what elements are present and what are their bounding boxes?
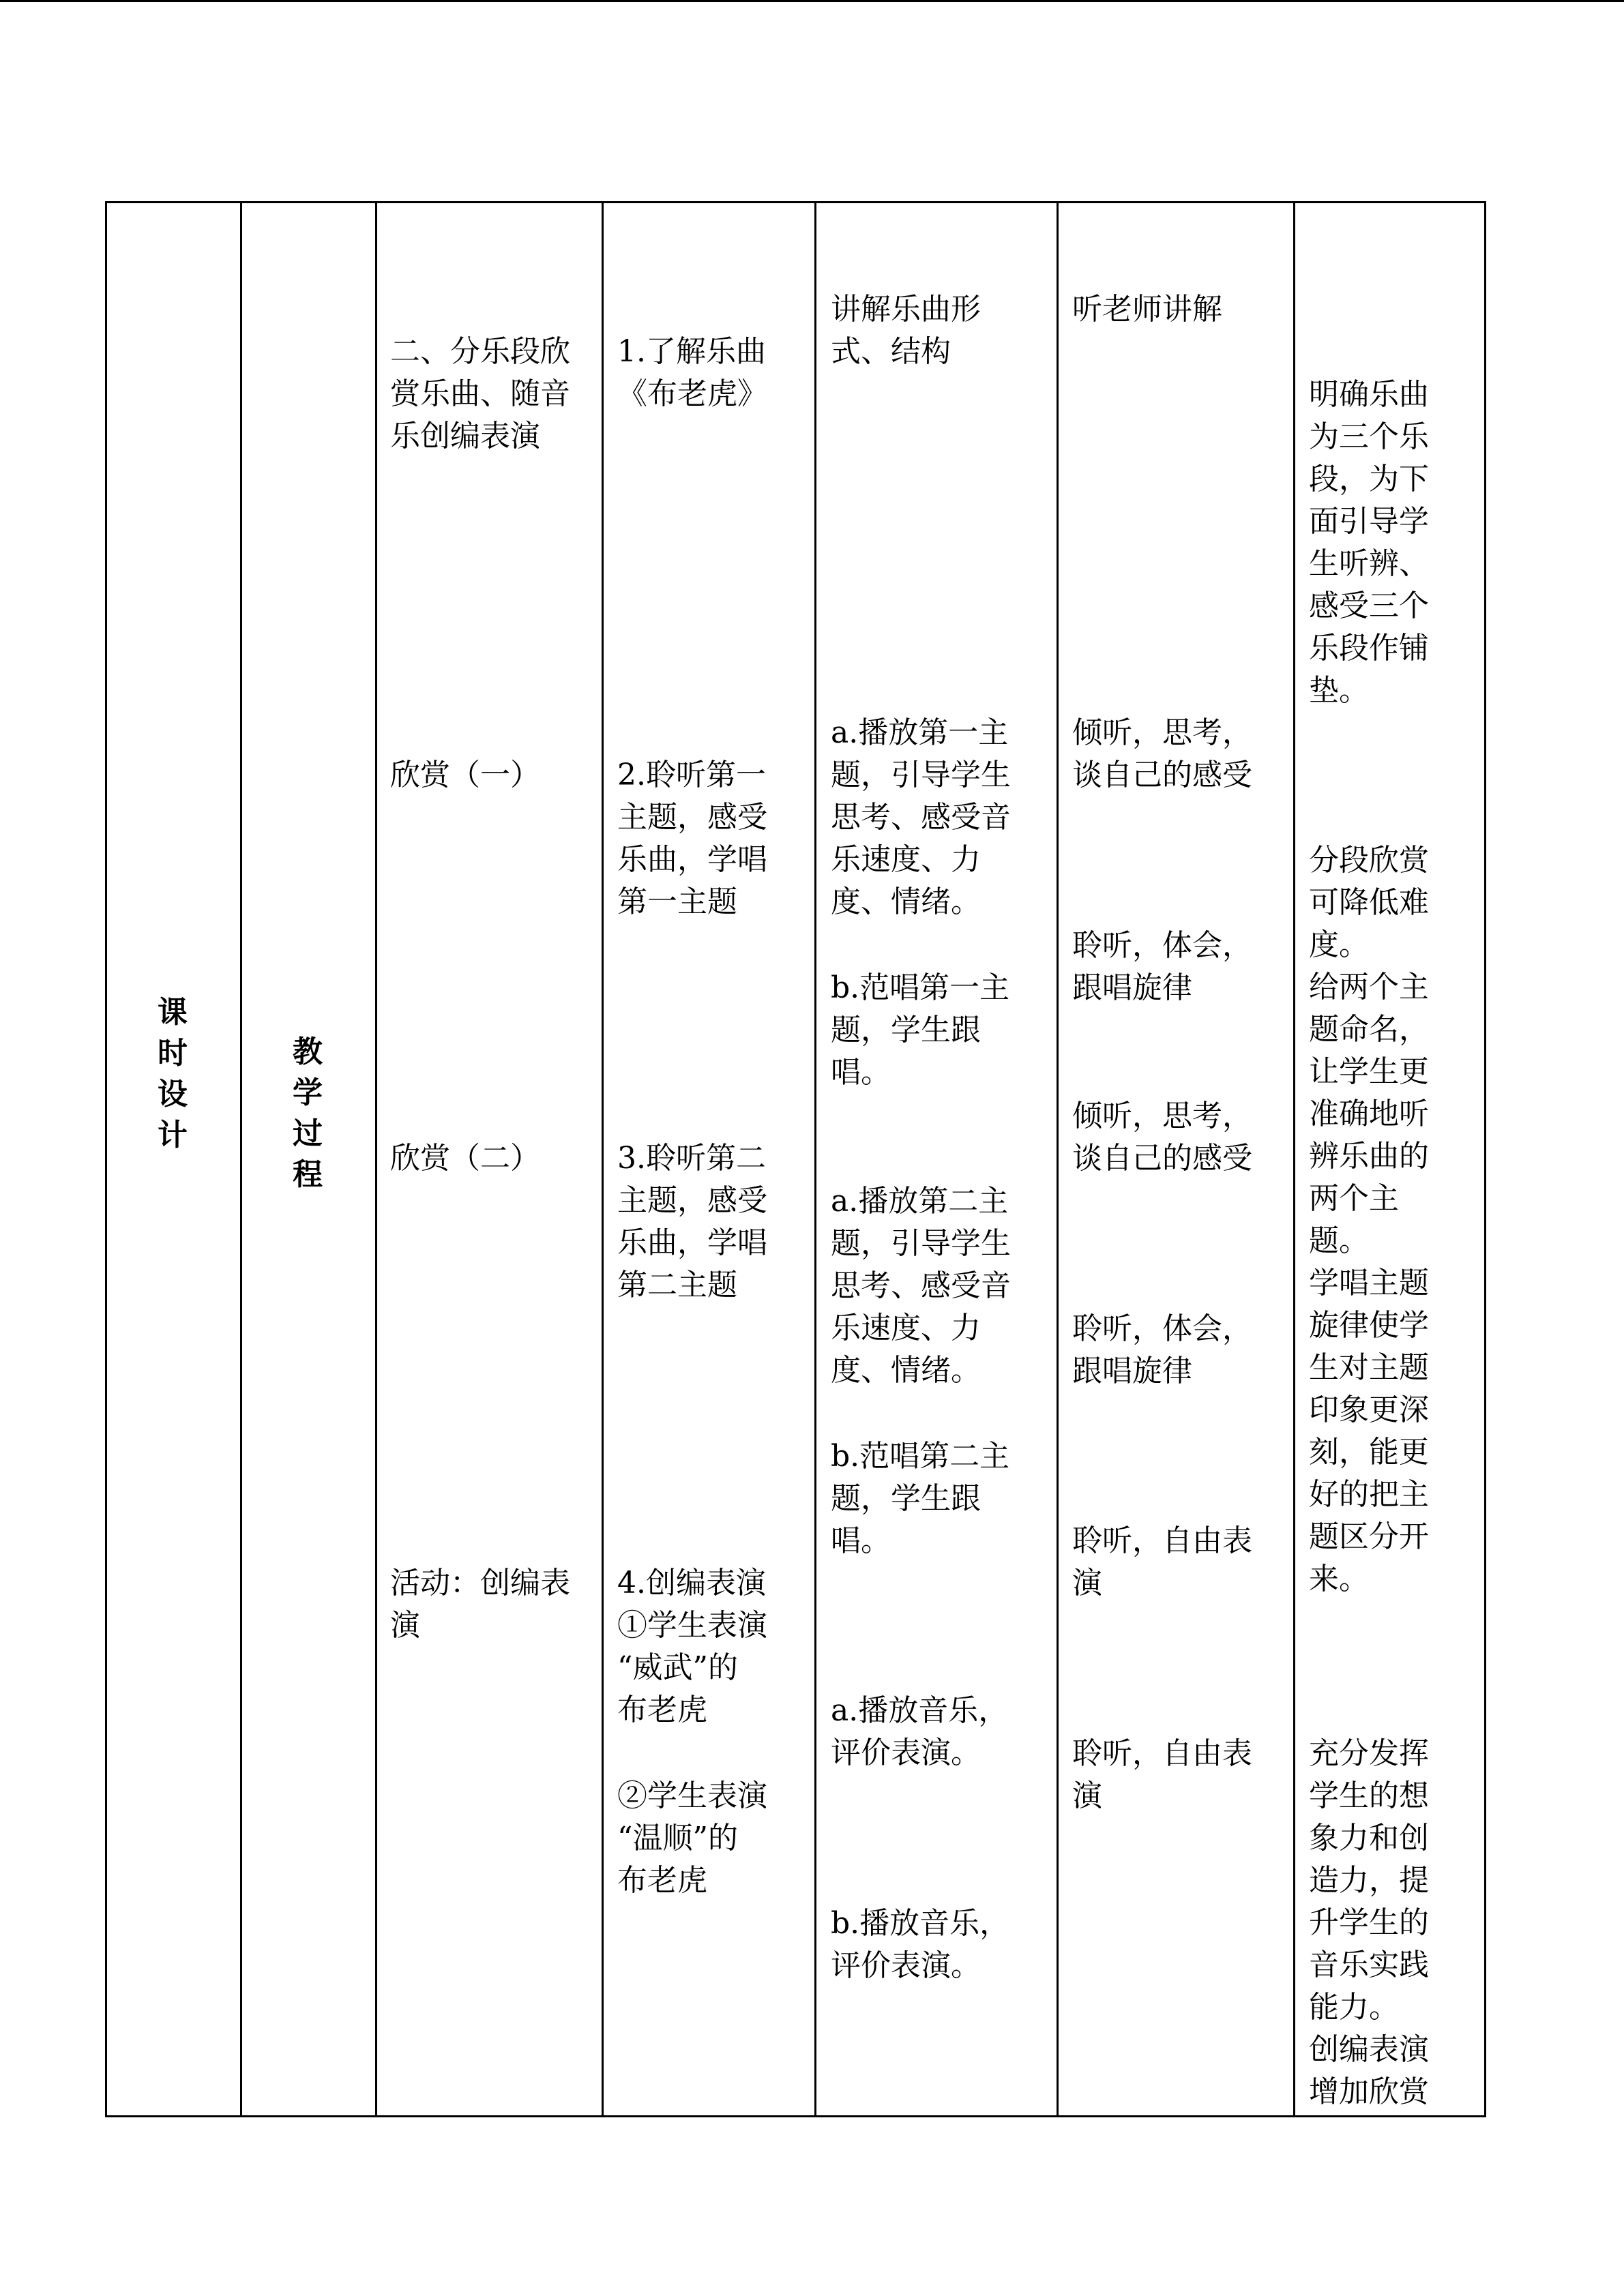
table-top-border xyxy=(105,201,803,203)
teacher-cell: b.播放音乐， 评价表演。 xyxy=(831,1906,1010,1983)
intent-cell: 分段欣赏 可降低难 度。 给两个主 题命名， 让学生更 准确地听 辨乐曲的 两个主 题。 学唱主题 旋律使学 生对主题 印象更深 刻，能更 好的把主 题区分开 来。 xyxy=(1309,843,1429,1596)
col-border-2 xyxy=(375,201,377,2117)
intent-cell: 明确乐曲 为三个乐 段，为下 面引导学 生听辨、 感受三个 乐段作铺 垫。 xyxy=(1309,377,1429,708)
intent-cell: 充分发挥 学生的想 象力和创 造力，提 升学生的 音乐实践 能力。 创编表演 增加欣赏 xyxy=(1309,1736,1429,2109)
col-border-7 xyxy=(1484,201,1486,2117)
student-cell: 倾听，思考， 谈自己的感受 xyxy=(1072,1099,1252,1176)
teacher-cell: a.播放第一主 题，引导学生 思考、感受音 乐速度、力 度、情绪。 xyxy=(831,715,1011,919)
col-border-4 xyxy=(814,201,816,2117)
teaching-process-label: 教 学 过 程 xyxy=(293,1034,323,1192)
col-border-6 xyxy=(1293,201,1295,2117)
student-cell: 聆听，体会， 跟唱旋律 xyxy=(1072,1311,1252,1388)
content-cell: 2.聆听第一 主题，感受 乐曲，学唱 第一主题 xyxy=(617,758,767,919)
link-cell: 欣赏（一） xyxy=(390,758,540,792)
content-cell: 4.创编表演 ①学生表演 “威武”的 布老虎 xyxy=(617,1566,767,1727)
page-top-rule xyxy=(0,0,1624,2)
student-cell: 聆听，自由表 演 xyxy=(1072,1736,1252,1813)
teacher-cell: 讲解乐曲形 式、结构 xyxy=(831,292,981,369)
content-cell: ②学生表演 “温顺”的 布老虎 xyxy=(617,1778,767,1898)
content-cell: 1.了解乐曲 《布老虎》 xyxy=(617,334,767,411)
link-cell: 活动：创编表 演 xyxy=(390,1566,570,1643)
course-design-label: 课 时 设 计 xyxy=(158,995,188,1152)
link-cell: 二、分乐段欣 赏乐曲、随音 乐创编表演 xyxy=(390,334,570,453)
col-border-5 xyxy=(1057,201,1059,2117)
student-cell: 聆听，体会， 跟唱旋律 xyxy=(1072,928,1252,1005)
table-bottom-border xyxy=(105,2115,1486,2117)
student-cell: 倾听，思考， 谈自己的感受 xyxy=(1072,715,1252,792)
student-cell: 听老师讲解 xyxy=(1072,292,1222,327)
link-cell: 欣赏（二） xyxy=(390,1141,540,1176)
teacher-cell: a.播放音乐， 评价表演。 xyxy=(831,1693,1009,1770)
content-cell: 3.聆听第二 主题，感受 乐曲，学唱 第二主题 xyxy=(617,1141,767,1302)
teacher-cell: b.范唱第一主 题，学生跟 唱。 xyxy=(831,970,1010,1090)
table-top-border-right xyxy=(802,201,1486,203)
col-border-3 xyxy=(602,201,604,2117)
student-cell: 聆听，自由表 演 xyxy=(1072,1523,1252,1600)
teacher-cell: a.播放第二主 题，引导学生 思考、感受音 乐速度、力 度、情绪。 xyxy=(831,1184,1011,1388)
teacher-cell: b.范唱第二主 题，学生跟 唱。 xyxy=(831,1439,1010,1558)
col-border-1 xyxy=(240,201,242,2117)
col-border-0 xyxy=(105,201,107,2117)
